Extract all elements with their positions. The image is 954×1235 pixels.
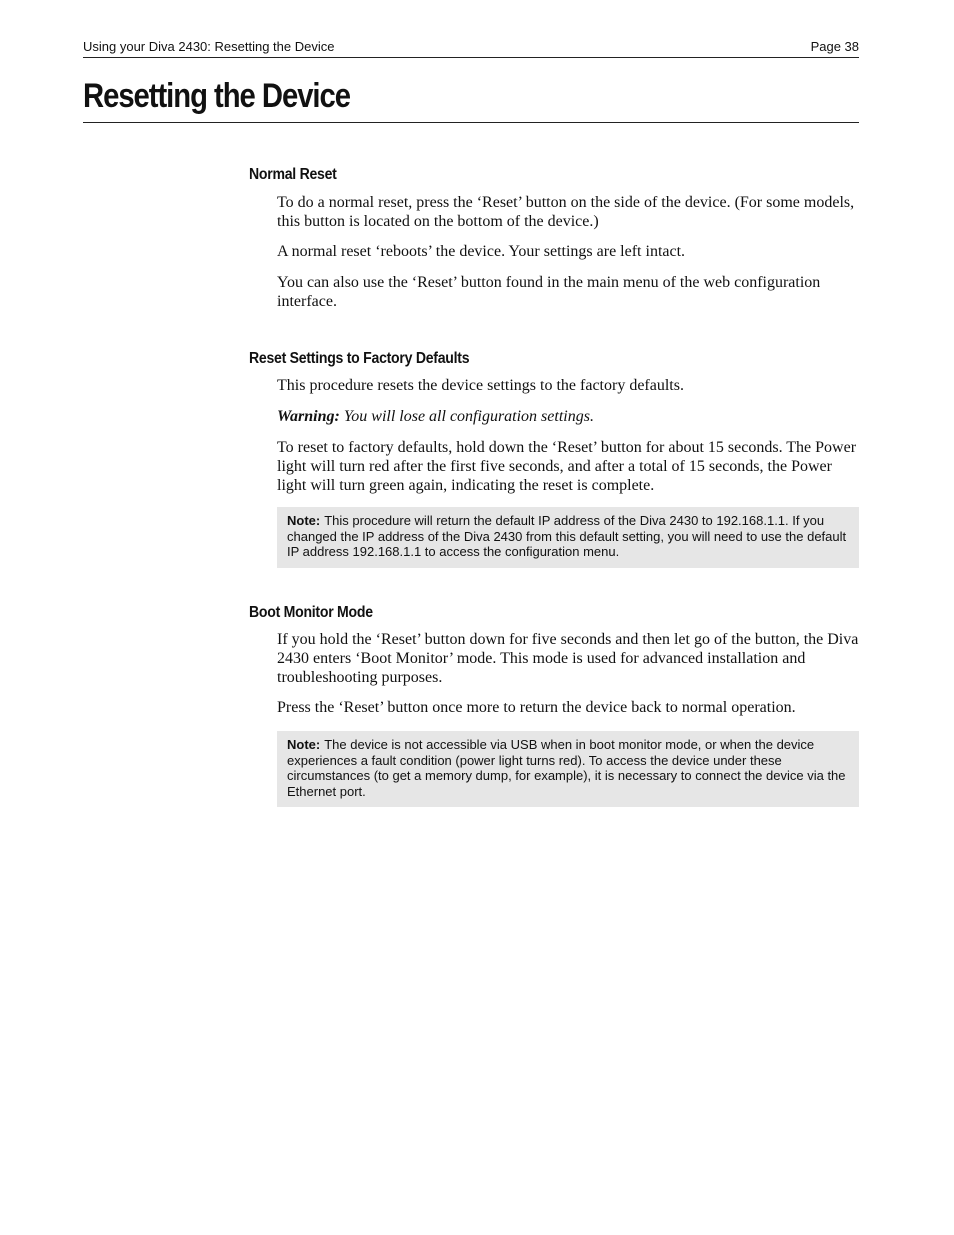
- paragraph: Press the ‘Reset’ button once more to return the device back to normal operation.: [277, 699, 796, 716]
- section-heading-text: Reset Settings to Factory Defaults: [249, 350, 470, 367]
- section-heading-factory-defaults: [249, 349, 499, 369]
- page-title-text: Resetting the Device: [83, 77, 350, 115]
- warning-text: You will lose all configuration settings.: [343, 408, 594, 425]
- paragraph: This procedure resets the device settings to the factory defaults.: [277, 377, 684, 394]
- paragraph: If you hold the ‘Reset’ button down for five seconds and then let go of the button, the Diva 2430 enters ‘Boot Monitor’ mode. This mode is used for advanced installation and troubleshooting purposes.: [277, 631, 859, 686]
- note-text: The device is not accessible via USB when in boot monitor mode, or when the device experiences a fault condition (power light turns red). To access the device under these circumstances (to get a memory dump, for example), it is necessary to connect the device via the Ethernet port.: [287, 737, 846, 799]
- warning-label: Warning:: [277, 408, 340, 425]
- note-box: [277, 507, 859, 568]
- running-header: [83, 37, 859, 58]
- section-heading-text: Normal Reset: [249, 166, 337, 183]
- section-heading-boot-monitor: [249, 603, 390, 623]
- note-label: Note:: [287, 737, 321, 752]
- paragraph: To reset to factory defaults, hold down the ‘Reset’ button for about 15 seconds. The Power light will turn red after the first five seconds, and after a total of 15 seconds, the Power light will turn green again, indicating the reset is complete.: [277, 439, 857, 494]
- page-number: Page 38: [810, 39, 859, 54]
- note-box: [277, 731, 859, 807]
- section-heading-normal-reset: [249, 165, 349, 185]
- section-heading-text: Boot Monitor Mode: [249, 604, 373, 621]
- note-text: This procedure will return the default IP address of the Diva 2430 to 192.168.1.1. If you changed the IP address of the Diva 2430 from this default setting, you will need to use the default IP address 192.168.1.1 to access the configuration menu.: [287, 513, 847, 559]
- warning-paragraph: [277, 407, 859, 426]
- page-title: [83, 74, 859, 123]
- paragraph: To do a normal reset, press the ‘Reset’ button on the side of the device. (For some models, this button is located on the bottom of the device.): [277, 194, 855, 230]
- note-label: Note:: [287, 513, 321, 528]
- paragraph: A normal reset ‘reboots’ the device. Your settings are left intact.: [277, 243, 686, 260]
- running-header-title: Using your Diva 2430: Resetting the Device: [83, 39, 335, 54]
- paragraph: You can also use the ‘Reset’ button found in the main menu of the web configuration interface.: [277, 274, 821, 310]
